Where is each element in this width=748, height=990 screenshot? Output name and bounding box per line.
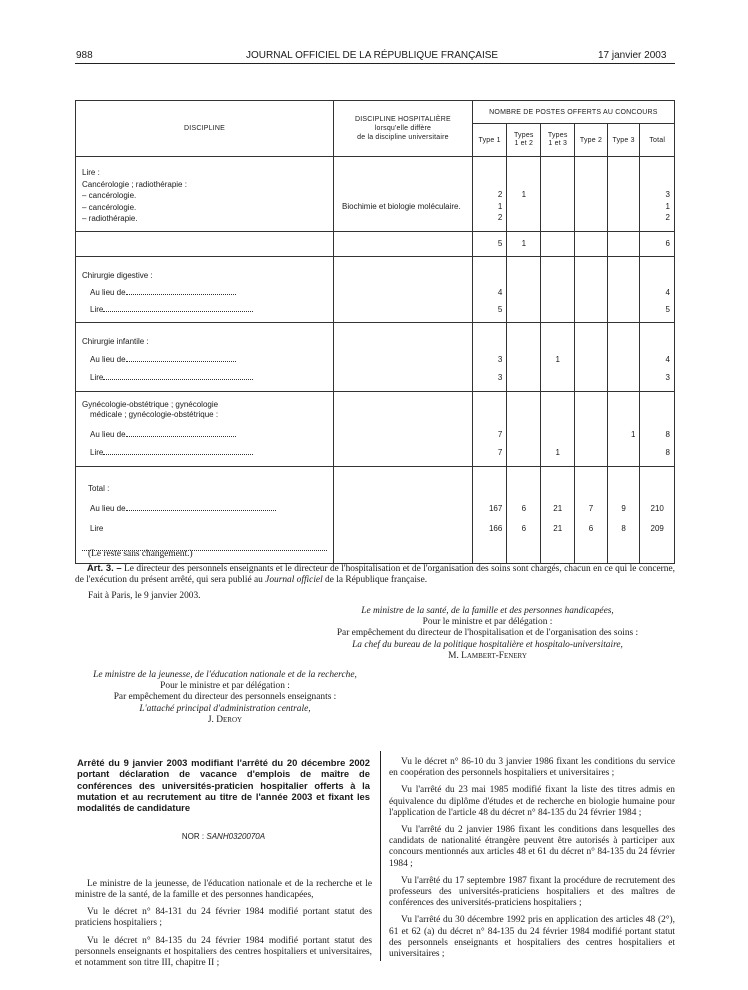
paragraph: Vu l'arrêté du 23 mai 1985 modifié fixant la liste des titres admis en équivalence du diplôme d'études et de recherche en biologie humaine pour l'application de l'article 48 du décret n° 84-135 du 24 février 1984 ; (389, 785, 675, 818)
decree-title: Arrêté du 9 janvier 2003 modifiant l'arrêté du 20 décembre 2002 portant déclaration de vacance d'emplois de maître de conférences des universités-praticien hospitalier offerts à la mutation et au recrutement au titre de l'année 2003 et fixant les modalités de candidature (77, 757, 370, 814)
paragraph: Vu l'arrêté du 2 janvier 1986 fixant les conditions dans lesquelles des candidats de nationalité étrangère peuvent être autorisés à participer aux concours mentionnés aux articles 48 et 61 du décret n° 84-135 du 24 février 1984 ; (389, 825, 675, 869)
right-column (389, 757, 675, 966)
cell-types-1-2: 1 (507, 232, 541, 257)
cell-type3: 1 (607, 392, 640, 467)
cell-hospital-discipline: Biochimie et biologie moléculaire. (334, 157, 473, 232)
signature-block-education: Le ministre de la jeunesse, de l'éducation nationale et de la recherche, Pour le ministre et par délégation : Par empêchement du directeur des personnels enseignants : L'attaché principal d'administration centrale, J. Deroy (75, 670, 375, 726)
unchanged-note: (Le reste sans changement.) (88, 549, 193, 559)
cell-total: 210 209 (640, 467, 675, 564)
signed-at: Fait à Paris, le 9 janvier 2003. (88, 591, 201, 601)
paragraph: Vu le décret n° 84-131 du 24 février 1984 modifié portant statut des praticiens hospitaliers ; (75, 907, 372, 929)
col-header-group: NOMBRE DE POSTES OFFERTS AU CONCOURS (472, 101, 674, 124)
cell-total: 4 3 (640, 323, 675, 392)
page-number: 988 (76, 50, 93, 61)
signatory-name: J. Deroy (207, 714, 243, 725)
cell-type1: 167 166 (472, 467, 507, 564)
cell-type1: 4 5 (472, 257, 507, 323)
issue-date: 17 janvier 2003 (598, 50, 667, 61)
subcol-types-1-2: Types 1 et 2 (507, 124, 541, 157)
cell-type3 (607, 157, 640, 232)
nor-reference: NOR : SANH0320070A (181, 832, 266, 842)
col-header-hospital-discipline: DISCIPLINE HOSPITALIÈRE lorsqu'elle diffère de la discipline universitaire (334, 101, 473, 157)
subcol-type2: Type 2 (575, 124, 608, 157)
cell-discipline: Chirurgie digestive : Au lieu de Lire (76, 257, 334, 323)
table-row (76, 257, 675, 323)
cell-type3: 9 8 (607, 467, 640, 564)
paragraph: Vu l'arrêté du 17 septembre 1987 fixant la procédure de recrutement des professeurs des universités-praticiens hospitaliers et des maîtres de conférences des universités-praticiens hospitaliers ; (389, 875, 675, 909)
cell-type1: 7 7 (472, 392, 507, 467)
cell-types-1-3: 1 (541, 323, 575, 392)
subcol-type3: Type 3 (607, 124, 640, 157)
column-divider (380, 751, 381, 961)
header-rule (75, 63, 675, 64)
cell-types-1-2: 1 (507, 157, 541, 232)
cell-types-1-3: 21 21 (541, 467, 575, 564)
cell-discipline: Lire : Cancérologie ; radiothérapie : – cancérologie. – cancérologie. – radiothérapie. (76, 157, 334, 232)
cell-total: 3 1 2 (640, 157, 675, 232)
cell-types-1-3 (541, 157, 575, 232)
cell-type1: 3 3 (472, 323, 507, 392)
cell-type2 (575, 157, 608, 232)
journal-title: JOURNAL OFFICIEL DE LA RÉPUBLIQUE FRANÇAISE (246, 50, 499, 61)
subcol-types-1-3: Types 1 et 3 (541, 124, 575, 157)
cell-discipline: Gynécologie-obstétrique ; gynécologie médicale ; gynécologie-obstétrique : Au lieu de Lire (76, 392, 334, 467)
left-column (75, 757, 372, 975)
table-row-subtotal (76, 232, 675, 257)
article-3-label: Art. 3. – (87, 562, 122, 573)
cell-total: 6 (640, 232, 675, 257)
paragraph: Le ministre de la jeunesse, de l'éducation nationale et de la recherche et le ministre de la santé, de la famille et des personnes handicapées, (75, 878, 372, 900)
table-row (76, 157, 675, 232)
paragraph: Vu le décret n° 84-135 du 24 février 1984 modifié portant statut des personnels enseignants et hospitaliers des centres hospitaliers et universitaires, et notamment son titre III, chapitre II ; (75, 935, 372, 968)
article-3: Art. 3. – Le directeur des personnels enseignants et le directeur de l'hospitalisation et de l'organisation des soins sont chargés, chacun en ce qui le concerne, de l'exécution du présent arrêté, qui sera publié au Journal officiel de la République française. (75, 562, 675, 586)
subcol-total: Total (640, 124, 675, 157)
cell-type1: 5 (472, 232, 507, 257)
table-row (76, 392, 675, 467)
signature-block-health: Le ministre de la santé, de la famille et des personnes handicapées, Pour le ministre et par délégation : Par empêchement du directeur de l'hospitalisation et de l'organisation des soins : La chef du bureau de la politique hospitalière et hospitalo-universitaire, M. Lambert-Fenery (300, 606, 675, 662)
posts-table (75, 100, 675, 564)
cell-type1: 2 1 2 (472, 157, 507, 232)
cell-discipline: Total : Au lieu de Lire (76, 467, 334, 564)
table-row (76, 323, 675, 392)
col-header-discipline: DISCIPLINE (76, 101, 334, 157)
subcol-type1: Type 1 (472, 124, 507, 157)
cell-discipline: Chirurgie infantile : Au lieu de Lire (76, 323, 334, 392)
cell-type2: 7 6 (575, 467, 608, 564)
cell-types-1-3: 1 (541, 392, 575, 467)
signatory-name: M. Lambert-Fenery (448, 650, 527, 661)
paragraph: Vu le décret n° 86-10 du 3 janvier 1986 fixant les conditions du service en coopération des personnels hospitaliers et universitaires ; (389, 757, 675, 779)
cell-total: 4 5 (640, 257, 675, 323)
paragraph: Vu l'arrêté du 30 décembre 1992 pris en application des articles 48 (2°), 61 et 62 (a) du décret n° 84-135 du 24 février 1984 modifié portant statut des personnels enseignants et hospitaliers des centres hospitaliers et universitaires ; (389, 915, 675, 960)
cell-types-1-2: 6 6 (507, 467, 541, 564)
cell-total: 8 8 (640, 392, 675, 467)
